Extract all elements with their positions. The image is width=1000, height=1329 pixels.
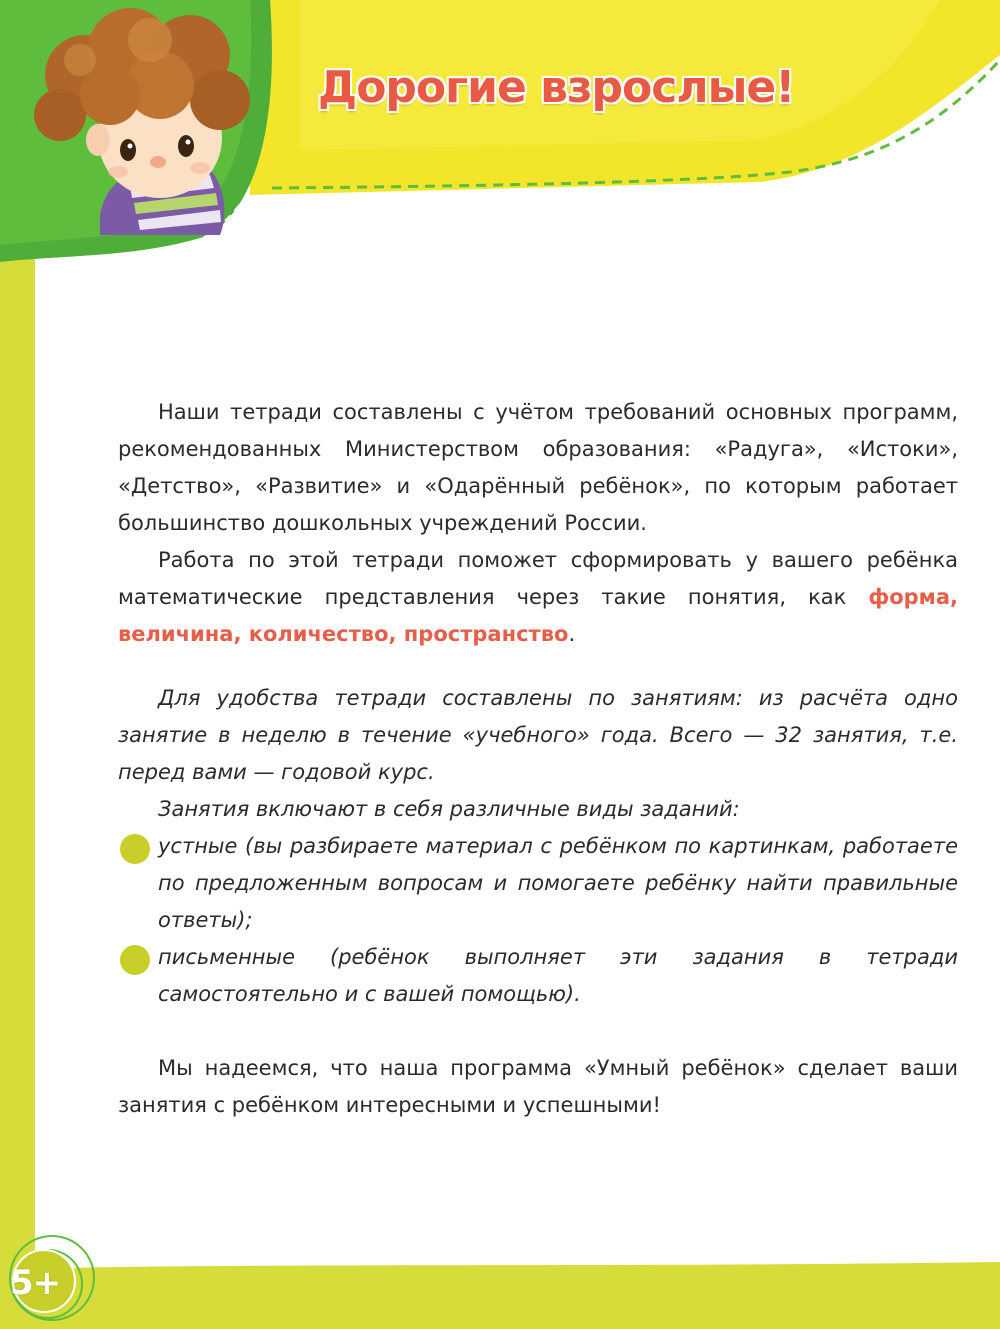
intro-paragraph-2-text: Работа по этой тетради поможет сформировать у вашего ребёнка математические представления через такие понятия, как [118,548,958,609]
highlighted-concepts: форма, величина, количество, пространство [118,585,958,646]
closing-section [118,1050,958,1124]
age-label: 5+ [10,1263,61,1303]
bullet-circle-icon [120,945,150,975]
intro-section [118,394,958,653]
page-title: Дорогие взрослые! [318,62,795,113]
list-item-text: устные (вы разбираете материал с ребёнком по картинкам, работаете по предложенным вопросам и помогаете ребёнку найти правильные ответы); [158,834,958,932]
intro-paragraph-2 [118,542,958,653]
intro-paragraph-2-end: . [568,622,576,646]
list-item [118,828,958,939]
methods-paragraph-1: Для удобства тетради составлены по занятиям: из расчёта одно занятие в неделю в течение «учебного» года. Всего — 32 занятия, т.е. перед вами — годовой курс. [118,686,958,784]
intro-paragraph-1: Наши тетради составлены с учётом требований основных программ, рекомендованных Министерством образования: «Радуга», «Истоки», «Детство», «Развитие» и «Одарённый ребёнок», по которым работает большинство дошкольных учреждений России. [118,400,958,535]
bullet-circle-icon [120,834,150,864]
closing-paragraph: Мы надеемся, что наша программа «Умный ребёнок» сделает ваши занятия с ребёнком интересными и успешными! [118,1056,958,1117]
list-item-text: письменные (ребёнок выполняет эти задания в тетради самостоятельно и с вашей помощью). [158,945,958,1006]
list-item [118,939,958,1013]
methods-paragraph-2: Занятия включают в себя различные виды заданий: [158,797,740,821]
methods-section [118,680,958,1013]
